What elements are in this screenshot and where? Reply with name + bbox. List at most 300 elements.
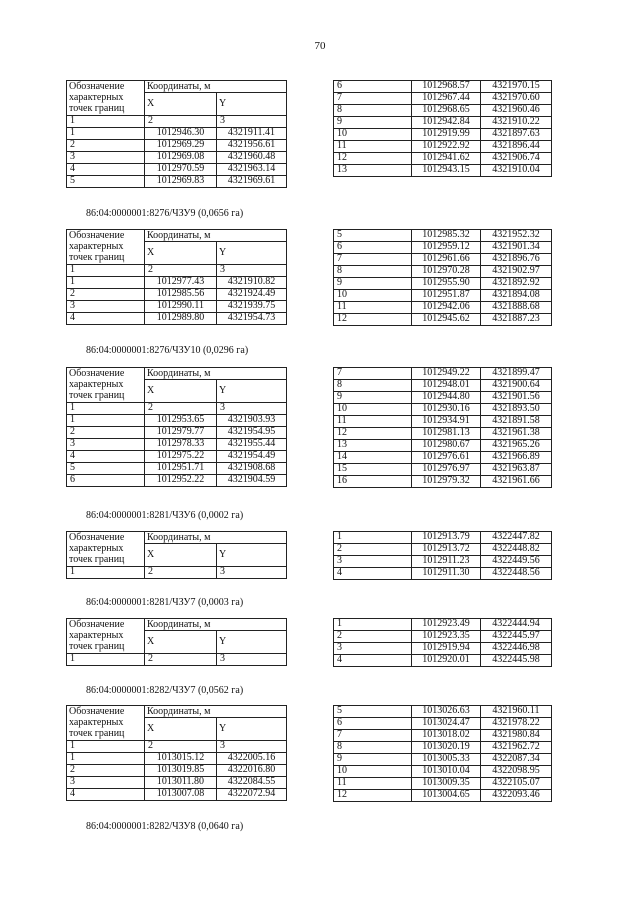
points-label-line: Обозначение [69, 706, 125, 717]
points-label-line: Обозначение [69, 619, 125, 630]
y-value: 4321903.93 [217, 415, 287, 427]
column-index: 2 [145, 116, 217, 128]
table-row [334, 117, 552, 129]
y-value: 4322449.56 [481, 556, 552, 568]
coordinates-table-left [66, 229, 287, 325]
y-value: 4322445.98 [481, 655, 552, 667]
column-index: 2 [145, 265, 217, 277]
y-header: Y [217, 631, 287, 654]
point-number: 4 [67, 451, 145, 463]
x-value: 1012942.06 [412, 302, 481, 314]
table-row [334, 93, 552, 105]
x-value: 1012976.97 [412, 464, 481, 476]
points-label-line: точек границ [69, 554, 125, 565]
points-label-line: Обозначение [69, 368, 125, 379]
points-label-header [67, 706, 145, 741]
table-row [67, 475, 287, 487]
coordinates-table-right [333, 618, 552, 667]
y-value: 4321939.75 [217, 301, 287, 313]
x-value: 1012944.80 [412, 392, 481, 404]
column-index: 1 [67, 116, 145, 128]
y-value: 4321896.76 [481, 254, 552, 266]
page-number: 70 [314, 40, 326, 52]
point-number: 1 [67, 753, 145, 765]
table-row [67, 289, 287, 301]
y-value: 4321911.41 [217, 128, 287, 140]
table-row [334, 254, 552, 266]
coordinates-table-left [66, 80, 287, 188]
x-value: 1012934.91 [412, 416, 481, 428]
points-label-line: Обозначение [69, 81, 125, 92]
x-value: 1012920.01 [412, 655, 481, 667]
table-row [334, 643, 552, 655]
x-value: 1013004.65 [412, 790, 481, 802]
coordinates-header: Координаты, м [145, 706, 287, 718]
point-number: 6 [67, 475, 145, 487]
coordinates-header: Координаты, м [145, 368, 287, 380]
y-header: Y [217, 544, 287, 567]
x-value: 1012976.61 [412, 452, 481, 464]
x-value: 1012967.44 [412, 93, 481, 105]
table-row [67, 176, 287, 188]
point-number: 3 [67, 439, 145, 451]
table-row [334, 655, 552, 667]
y-value: 4321960.46 [481, 105, 552, 117]
table-row [67, 164, 287, 176]
points-label-header [67, 81, 145, 116]
point-number: 7 [334, 730, 412, 742]
table-row [334, 440, 552, 452]
column-index-row [67, 741, 287, 753]
y-value: 4321906.74 [481, 153, 552, 165]
table-row [67, 313, 287, 325]
column-index-row [67, 567, 287, 579]
point-number: 3 [67, 777, 145, 789]
x-value: 1012969.29 [145, 140, 217, 152]
x-value: 1012955.90 [412, 278, 481, 290]
x-value: 1012922.92 [412, 141, 481, 153]
point-number: 2 [334, 631, 412, 643]
y-value: 4321902.97 [481, 266, 552, 278]
point-number: 4 [67, 164, 145, 176]
table-row [334, 778, 552, 790]
x-value: 1012923.35 [412, 631, 481, 643]
table-row [334, 266, 552, 278]
y-value: 4321961.38 [481, 428, 552, 440]
point-number: 1 [67, 277, 145, 289]
table-row [334, 452, 552, 464]
table-row [67, 301, 287, 313]
x-value: 1012911.23 [412, 556, 481, 568]
x-value: 1012943.15 [412, 165, 481, 177]
coordinates-table-right [333, 367, 552, 488]
y-value: 4321952.32 [481, 230, 552, 242]
y-value: 4321908.68 [217, 463, 287, 475]
x-value: 1012913.79 [412, 532, 481, 544]
coordinates-header: Координаты, м [145, 81, 287, 93]
points-label-line: точек границ [69, 252, 125, 263]
x-value: 1012951.71 [145, 463, 217, 475]
x-value: 1012923.49 [412, 619, 481, 631]
table-row [334, 631, 552, 643]
y-value: 4321980.84 [481, 730, 552, 742]
coordinates-header: Координаты, м [145, 230, 287, 242]
point-number: 12 [334, 314, 412, 326]
table-row [67, 277, 287, 289]
point-number: 6 [334, 718, 412, 730]
x-value: 1012981.13 [412, 428, 481, 440]
point-number: 10 [334, 290, 412, 302]
y-value: 4321901.56 [481, 392, 552, 404]
point-number: 6 [334, 81, 412, 93]
y-value: 4321955.44 [217, 439, 287, 451]
x-value: 1012930.16 [412, 404, 481, 416]
point-number: 3 [67, 301, 145, 313]
x-value: 1013018.02 [412, 730, 481, 742]
point-number: 7 [334, 254, 412, 266]
points-label-header [67, 230, 145, 265]
column-index: 1 [67, 265, 145, 277]
y-header: Y [217, 242, 287, 265]
x-value: 1012969.08 [145, 152, 217, 164]
table-row [67, 451, 287, 463]
table-row [334, 141, 552, 153]
point-number: 5 [334, 230, 412, 242]
column-index: 3 [217, 116, 287, 128]
table-row [334, 766, 552, 778]
x-value: 1012985.32 [412, 230, 481, 242]
point-number: 5 [67, 176, 145, 188]
points-label-line: Обозначение [69, 532, 125, 543]
point-number: 8 [334, 742, 412, 754]
y-value: 4322448.82 [481, 544, 552, 556]
point-number: 5 [334, 706, 412, 718]
point-number: 11 [334, 302, 412, 314]
table-row [334, 476, 552, 488]
section-title: 86:04:0000001:8276/ЧЗУ10 (0,0296 га) [86, 345, 249, 356]
point-number: 3 [334, 556, 412, 568]
x-value: 1012970.28 [412, 266, 481, 278]
table-row [67, 427, 287, 439]
y-value: 4321965.26 [481, 440, 552, 452]
x-header: X [145, 631, 217, 654]
column-index: 1 [67, 567, 145, 579]
column-index: 1 [67, 741, 145, 753]
coordinates-table-right [333, 531, 552, 580]
x-header: X [145, 242, 217, 265]
section-title: 86:04:0000001:8281/ЧЗУ7 (0,0003 га) [86, 597, 244, 608]
y-value: 4322446.98 [481, 643, 552, 655]
table-row [334, 380, 552, 392]
table-row [67, 128, 287, 140]
table-row [334, 368, 552, 380]
x-value: 1012919.94 [412, 643, 481, 655]
table-row [334, 105, 552, 117]
x-header: X [145, 93, 217, 116]
x-value: 1013011.80 [145, 777, 217, 789]
x-value: 1013010.04 [412, 766, 481, 778]
y-value: 4321897.63 [481, 129, 552, 141]
x-value: 1013020.19 [412, 742, 481, 754]
column-index: 2 [145, 403, 217, 415]
y-value: 4321969.61 [217, 176, 287, 188]
y-value: 4321966.89 [481, 452, 552, 464]
table-row [334, 464, 552, 476]
x-value: 1012968.57 [412, 81, 481, 93]
column-index: 2 [145, 741, 217, 753]
points-label-line: точек границ [69, 641, 125, 652]
point-number: 12 [334, 153, 412, 165]
point-number: 4 [67, 789, 145, 801]
y-value: 4322105.07 [481, 778, 552, 790]
table-row [334, 392, 552, 404]
table-row [334, 790, 552, 802]
y-value: 4322084.55 [217, 777, 287, 789]
y-header: Y [217, 718, 287, 741]
y-value: 4321963.14 [217, 164, 287, 176]
table-row [67, 439, 287, 451]
point-number: 12 [334, 428, 412, 440]
point-number: 11 [334, 416, 412, 428]
y-header: Y [217, 93, 287, 116]
y-value: 4321924.49 [217, 289, 287, 301]
points-label-line: характерных [69, 241, 124, 252]
y-value: 4322448.56 [481, 568, 552, 580]
points-label-header [67, 368, 145, 403]
y-value: 4321962.72 [481, 742, 552, 754]
points-label-line: точек границ [69, 103, 125, 114]
point-number: 10 [334, 129, 412, 141]
y-value: 4322444.94 [481, 619, 552, 631]
column-index-row [67, 654, 287, 666]
table-row [334, 544, 552, 556]
y-value: 4322072.94 [217, 789, 287, 801]
points-label-line: характерных [69, 630, 124, 641]
x-value: 1012989.80 [145, 313, 217, 325]
x-value: 1013024.47 [412, 718, 481, 730]
section-title: 86:04:0000001:8282/ЧЗУ8 (0,0640 га) [86, 821, 244, 832]
table-row [67, 463, 287, 475]
y-value: 4321891.58 [481, 416, 552, 428]
points-label-header [67, 532, 145, 567]
y-value: 4321963.87 [481, 464, 552, 476]
y-value: 4321900.64 [481, 380, 552, 392]
y-value: 4321904.59 [217, 475, 287, 487]
x-value: 1012911.30 [412, 568, 481, 580]
x-value: 1012946.30 [145, 128, 217, 140]
x-value: 1013009.35 [412, 778, 481, 790]
table-row [334, 165, 552, 177]
point-number: 10 [334, 766, 412, 778]
x-value: 1012951.87 [412, 290, 481, 302]
y-value: 4321901.34 [481, 242, 552, 254]
y-value: 4321954.73 [217, 313, 287, 325]
table-row [334, 81, 552, 93]
point-number: 7 [334, 93, 412, 105]
x-header: X [145, 718, 217, 741]
point-number: 8 [334, 380, 412, 392]
y-value: 4322098.95 [481, 766, 552, 778]
x-value: 1012913.72 [412, 544, 481, 556]
x-value: 1012948.01 [412, 380, 481, 392]
x-value: 1012949.22 [412, 368, 481, 380]
y-value: 4321970.15 [481, 81, 552, 93]
x-value: 1012990.11 [145, 301, 217, 313]
point-number: 9 [334, 754, 412, 766]
x-value: 1012980.67 [412, 440, 481, 452]
column-index: 2 [145, 567, 217, 579]
x-value: 1012968.65 [412, 105, 481, 117]
table-row [334, 404, 552, 416]
point-number: 11 [334, 141, 412, 153]
column-index: 3 [217, 265, 287, 277]
coordinates-table-right [333, 80, 552, 177]
table-row [334, 290, 552, 302]
y-value: 4321896.44 [481, 141, 552, 153]
coordinates-header: Координаты, м [145, 532, 287, 544]
column-index: 3 [217, 403, 287, 415]
table-row [334, 718, 552, 730]
y-value: 4322093.46 [481, 790, 552, 802]
point-number: 2 [334, 544, 412, 556]
table-row [67, 789, 287, 801]
table-row [67, 753, 287, 765]
x-value: 1012970.59 [145, 164, 217, 176]
coordinates-table-right [333, 229, 552, 326]
table-row [334, 242, 552, 254]
column-index-row [67, 265, 287, 277]
y-value: 4322447.82 [481, 532, 552, 544]
point-number: 10 [334, 404, 412, 416]
column-index-row [67, 116, 287, 128]
section-title: 86:04:0000001:8282/ЧЗУ7 (0,0562 га) [86, 685, 244, 696]
point-number: 1 [67, 415, 145, 427]
table-row [334, 706, 552, 718]
table-row [67, 765, 287, 777]
table-row [334, 153, 552, 165]
point-number: 16 [334, 476, 412, 488]
column-index: 3 [217, 654, 287, 666]
x-value: 1013007.08 [145, 789, 217, 801]
coordinates-table-left [66, 618, 287, 666]
x-value: 1012941.62 [412, 153, 481, 165]
points-label-line: характерных [69, 379, 124, 390]
x-value: 1012961.66 [412, 254, 481, 266]
y-value: 4321899.47 [481, 368, 552, 380]
coordinates-table-left [66, 367, 287, 487]
points-label-line: характерных [69, 717, 124, 728]
point-number: 13 [334, 165, 412, 177]
x-header: X [145, 544, 217, 567]
y-value: 4321960.48 [217, 152, 287, 164]
point-number: 14 [334, 452, 412, 464]
point-number: 2 [67, 765, 145, 777]
point-number: 6 [334, 242, 412, 254]
table-row [67, 415, 287, 427]
table-row [334, 129, 552, 141]
point-number: 3 [334, 643, 412, 655]
y-value: 4322087.34 [481, 754, 552, 766]
points-label-line: характерных [69, 92, 124, 103]
point-number: 4 [334, 655, 412, 667]
coordinates-table-right [333, 705, 552, 802]
y-value: 4321910.82 [217, 277, 287, 289]
point-number: 1 [334, 619, 412, 631]
column-index: 1 [67, 403, 145, 415]
y-value: 4321910.04 [481, 165, 552, 177]
point-number: 13 [334, 440, 412, 452]
points-label-header [67, 619, 145, 654]
section-title: 86:04:0000001:8276/ЧЗУ9 (0,0656 га) [86, 208, 244, 219]
column-index: 3 [217, 567, 287, 579]
coordinates-table-left [66, 705, 287, 801]
x-value: 1012919.99 [412, 129, 481, 141]
point-number: 8 [334, 105, 412, 117]
y-header: Y [217, 380, 287, 403]
y-value: 4321961.66 [481, 476, 552, 488]
section-title: 86:04:0000001:8281/ЧЗУ6 (0,0002 га) [86, 510, 244, 521]
point-number: 1 [334, 532, 412, 544]
point-number: 1 [67, 128, 145, 140]
column-index: 2 [145, 654, 217, 666]
point-number: 8 [334, 266, 412, 278]
point-number: 9 [334, 117, 412, 129]
table-row [334, 568, 552, 580]
x-value: 1013015.12 [145, 753, 217, 765]
x-value: 1013019.85 [145, 765, 217, 777]
x-header: X [145, 380, 217, 403]
table-row [334, 556, 552, 568]
y-value: 4321888.68 [481, 302, 552, 314]
y-value: 4321894.08 [481, 290, 552, 302]
point-number: 4 [334, 568, 412, 580]
points-label-line: характерных [69, 543, 124, 554]
point-number: 4 [67, 313, 145, 325]
y-value: 4321956.61 [217, 140, 287, 152]
points-label-line: Обозначение [69, 230, 125, 241]
y-value: 4321970.60 [481, 93, 552, 105]
table-row [334, 754, 552, 766]
point-number: 2 [67, 427, 145, 439]
table-row [67, 152, 287, 164]
x-value: 1012969.83 [145, 176, 217, 188]
point-number: 5 [67, 463, 145, 475]
x-value: 1013026.63 [412, 706, 481, 718]
x-value: 1012945.62 [412, 314, 481, 326]
column-index: 3 [217, 741, 287, 753]
y-value: 4321910.22 [481, 117, 552, 129]
point-number: 2 [67, 140, 145, 152]
y-value: 4321893.50 [481, 404, 552, 416]
points-label-line: точек границ [69, 728, 125, 739]
point-number: 11 [334, 778, 412, 790]
point-number: 15 [334, 464, 412, 476]
point-number: 2 [67, 289, 145, 301]
table-row [334, 230, 552, 242]
point-number: 9 [334, 278, 412, 290]
table-row [334, 416, 552, 428]
y-value: 4321960.11 [481, 706, 552, 718]
coordinates-header: Координаты, м [145, 619, 287, 631]
y-value: 4322016.80 [217, 765, 287, 777]
y-value: 4321954.95 [217, 427, 287, 439]
table-row [334, 278, 552, 290]
table-row [334, 742, 552, 754]
table-row [67, 777, 287, 789]
y-value: 4322005.16 [217, 753, 287, 765]
y-value: 4321892.92 [481, 278, 552, 290]
y-value: 4321954.49 [217, 451, 287, 463]
